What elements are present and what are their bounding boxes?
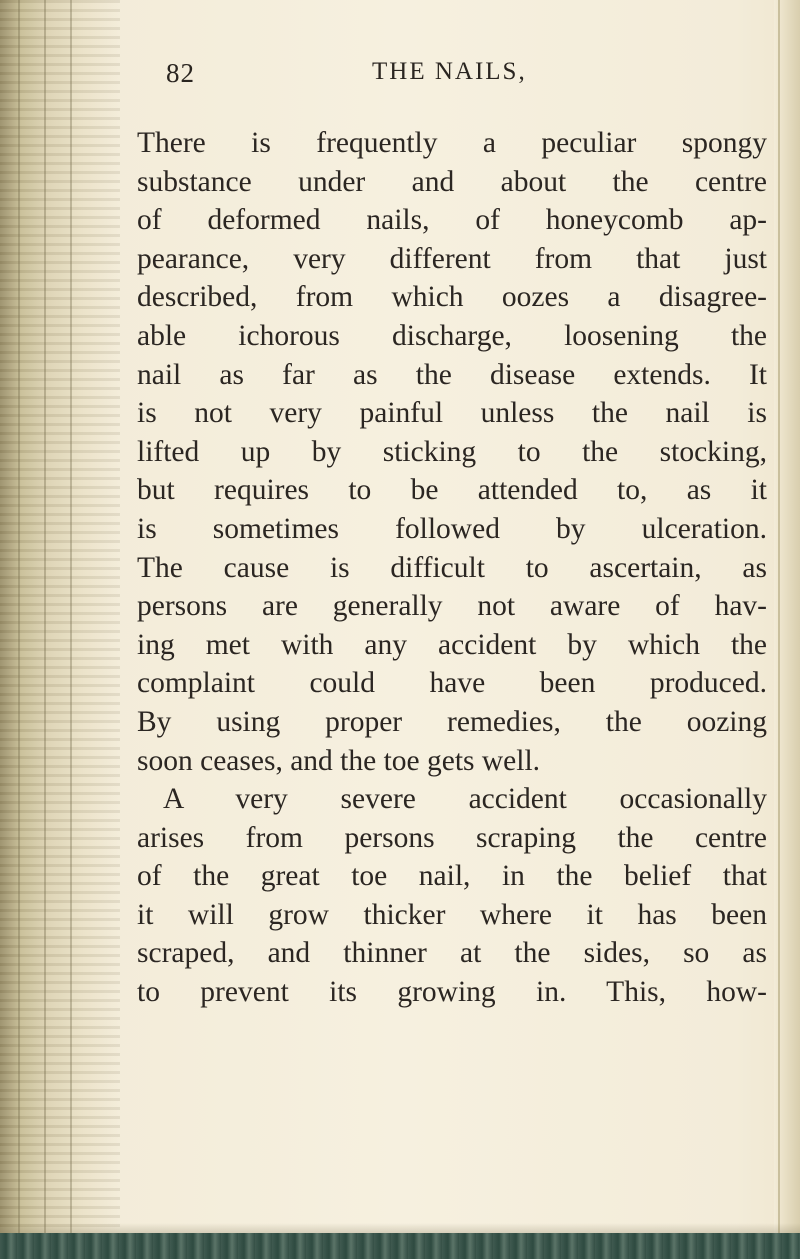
text-line: There is frequently a peculiar spongy bbox=[137, 127, 767, 159]
text-line: of deformed nails, of honeycomb ap- bbox=[137, 204, 767, 237]
text-line: soon ceases, and the toe gets well. bbox=[137, 744, 541, 777]
page-edge-line bbox=[778, 0, 780, 1259]
text-line: pearance, very different from that just bbox=[137, 242, 767, 275]
text-line: is sometimes followed by ulceration. bbox=[137, 512, 767, 545]
gutter-line bbox=[44, 0, 46, 1259]
text-line: but requires to be attended to, as it bbox=[137, 474, 767, 507]
text-line: ing met with any accident by which the bbox=[137, 628, 767, 661]
text-line: described, from which oozes a disagree- bbox=[137, 281, 767, 314]
text-line: substance under and about the centre bbox=[137, 165, 767, 198]
page-number: 82 bbox=[166, 58, 195, 88]
running-title: THE NAILS, bbox=[372, 58, 527, 85]
bottom-shadow bbox=[0, 1223, 800, 1233]
gutter-line bbox=[70, 0, 72, 1259]
running-header bbox=[166, 58, 726, 98]
text-line: it will grow thicker where it has been bbox=[137, 898, 767, 931]
book-cover-edge bbox=[0, 1233, 800, 1259]
text-line: By using proper remedies, the oozing bbox=[137, 705, 767, 738]
text-line: persons are generally not aware of hav- bbox=[137, 590, 767, 623]
text-line: nail as far as the disease extends. It bbox=[137, 358, 767, 391]
text-line: arises from persons scraping the centre bbox=[137, 821, 767, 854]
text-line: lifted up by sticking to the stocking, bbox=[137, 435, 767, 468]
text-line: scraped, and thinner at the sides, so as bbox=[137, 937, 767, 970]
body-text bbox=[137, 124, 767, 1012]
text-line: is not very painful unless the nail is bbox=[137, 397, 767, 430]
text-line: complaint could have been produced. bbox=[137, 667, 767, 700]
text-line: The cause is difficult to ascertain, as bbox=[137, 551, 767, 584]
text-line: able ichorous discharge, loosening the bbox=[137, 319, 767, 352]
text-line: A very severe accident occasionally bbox=[163, 783, 767, 816]
text-line: to prevent its growing in. This, how- bbox=[137, 976, 767, 1009]
gutter-line bbox=[18, 0, 20, 1259]
text-line: of the great toe nail, in the belief that bbox=[137, 860, 767, 893]
